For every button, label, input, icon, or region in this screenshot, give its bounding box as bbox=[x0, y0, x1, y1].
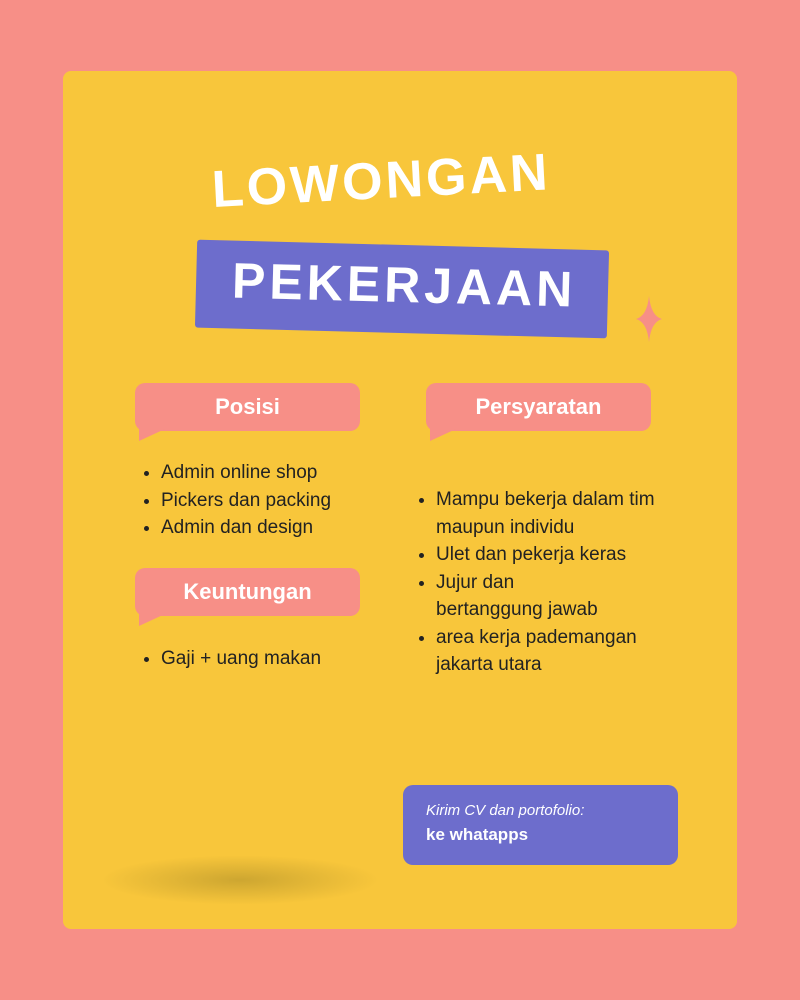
contact-box bbox=[403, 785, 678, 865]
persyaratan-list bbox=[412, 486, 696, 679]
list-item: • Admin online shop bbox=[161, 459, 331, 487]
list-item: • Gaji + uang makan bbox=[161, 645, 321, 673]
posisi-heading bbox=[135, 383, 360, 431]
persyaratan-label: Persyaratan bbox=[475, 394, 602, 419]
keuntungan-list bbox=[137, 645, 321, 673]
title-lowongan: LOWONGAN bbox=[210, 143, 552, 219]
keuntungan-label: Keuntungan bbox=[183, 579, 312, 604]
list-item: • Pickers dan packing bbox=[161, 487, 331, 515]
contact-line1: Kirim CV dan portofolio: bbox=[426, 802, 585, 819]
decorative-shadow bbox=[100, 855, 380, 905]
persyaratan-heading bbox=[426, 383, 651, 431]
list-item: • Jujur dan bertanggung jawab bbox=[436, 569, 626, 624]
list-item: • Mampu bekerja dalam tim maupun individu bbox=[436, 486, 696, 541]
sparkle-icon bbox=[636, 296, 662, 342]
list-item: • Admin dan design bbox=[161, 514, 331, 542]
list-item: • Ulet dan pekerja keras bbox=[436, 541, 696, 569]
contact-line2: ke whatapps bbox=[426, 825, 529, 844]
list-item: • area kerja pademangan jakarta utara bbox=[436, 624, 666, 679]
title-pekerjaan: PEKERJAAN bbox=[231, 252, 578, 318]
keuntungan-heading bbox=[135, 568, 360, 616]
posisi-list bbox=[137, 459, 331, 542]
posisi-label: Posisi bbox=[215, 394, 280, 419]
